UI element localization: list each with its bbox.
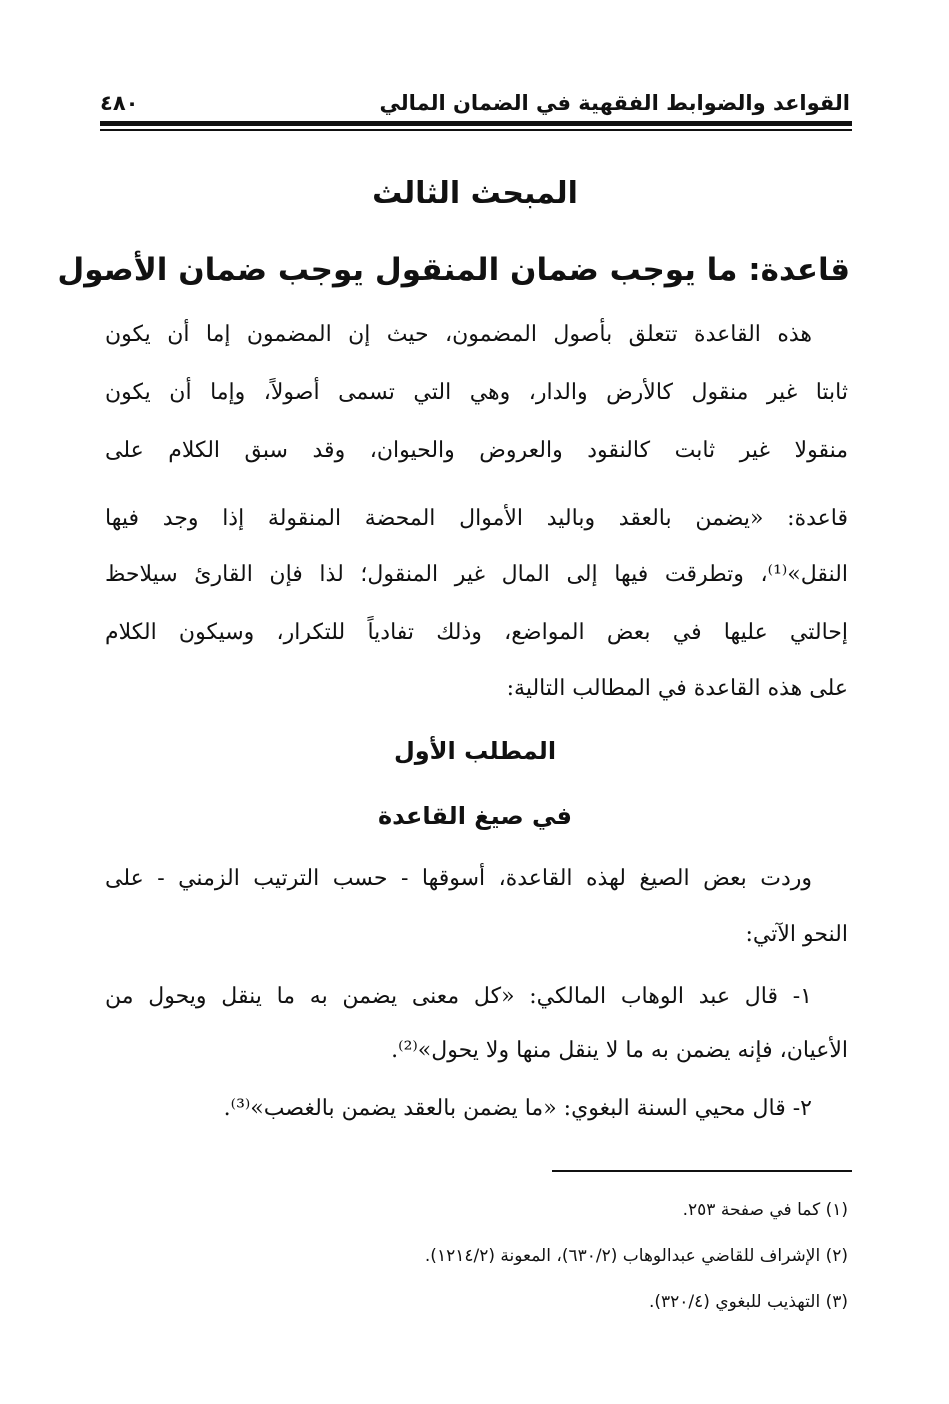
form-item-line: ٢- قال محيي السنة البغوي: «ما يضمن بالعقد يضمن بالغصب»⁽³⁾. (223, 1096, 812, 1121)
header-rule-thin (100, 129, 852, 131)
subsection-title: في صيغ القاعدة (377, 802, 573, 830)
footnote: (٢) الإشراف للقاضي عبدالوهاب (٦٣٠/٢)، المعونة (١٢١٤/٢). (424, 1246, 848, 1266)
intro-line: النقل»⁽¹⁾، وتطرقت فيها إلى المال غير المنقول؛ لذا فإن القارئ سيلاحظ (105, 562, 848, 587)
running-header (100, 88, 850, 118)
form-item-line: ١- قال عبد الوهاب المالكي: «كل معنى يضمن به ما ينقل ويحول من (105, 984, 812, 1009)
rule-heading: قاعدة: ما يوجب ضمان المنقول يوجب ضمان الأصول (57, 252, 850, 288)
intro-line: هذه القاعدة تتعلق بأصول المضمون، حيث إن المضمون إما أن يكون (105, 322, 812, 347)
intro-line: منقولا غير ثابت كالنقود والعروض والحيوان، وقد سبق الكلام على (105, 438, 848, 463)
footnote-separator (552, 1170, 852, 1172)
forms-intro-line: وردت بعض الصيغ لهذه القاعدة، أسوقها - حسب الترتيب الزمني - على (105, 866, 812, 891)
intro-line: إحالتي عليها في بعض المواضع، وذلك تفادياً للتكرار، وسيكون الكلام (105, 620, 848, 645)
header-rule-thick (100, 121, 852, 126)
intro-line: على هذه القاعدة في المطالب التالية: (506, 676, 848, 701)
section-heading: المبحث الثالث (372, 176, 578, 211)
book-title: القواعد والضوابط الفقهية في الضمان المالي (379, 91, 850, 115)
page-number: ٤٨٠ (100, 91, 139, 115)
form-item-line: الأعيان، فإنه يضمن به ما لا ينقل منها ولا يحول»⁽²⁾. (391, 1038, 848, 1063)
subsection-heading: المطلب الأول (393, 737, 557, 765)
intro-line: ثابتا غير منقول كالأرض والدار، وهي التي تسمى أصولاً، وإما أن يكون (105, 380, 848, 405)
footnote: (١) كما في صفحة ٢٥٣. (682, 1200, 848, 1220)
forms-intro-line: النحو الآتي: (745, 922, 848, 947)
footnote: (٣) التهذيب للبغوي (٣٢٠/٤). (648, 1292, 848, 1312)
intro-line: قاعدة: «يضمن بالعقد وباليد الأموال المحضة المنقولة إذا وجد فيها (105, 506, 848, 531)
